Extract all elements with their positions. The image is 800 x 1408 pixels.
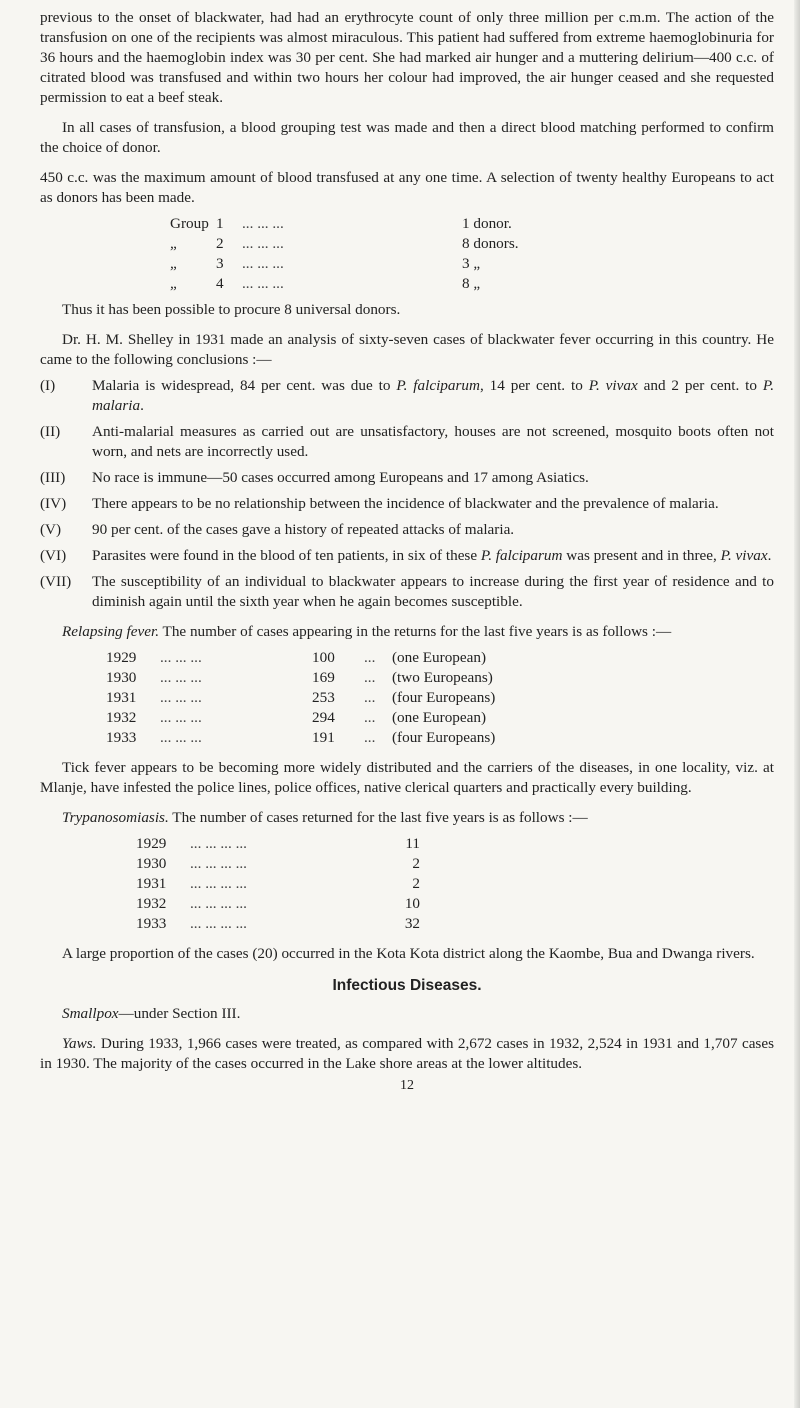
donor-group-row	[170, 254, 774, 274]
list-item	[40, 422, 774, 462]
group-number: 4	[216, 275, 224, 292]
section-heading: Infectious Diseases.	[332, 977, 482, 994]
paragraph-universal-donors: Thus it has been possible to procure 8 universal donors.	[62, 301, 401, 318]
list-item	[40, 520, 774, 540]
table-row: 1929 ... ... ... ... 11	[136, 835, 420, 852]
donor-group-table	[170, 214, 774, 294]
donor-group-row	[170, 274, 774, 294]
list-item	[40, 494, 774, 514]
leader-dots: ... ... ...	[242, 255, 284, 272]
donor-group-row	[170, 214, 774, 234]
item-label: (I)	[40, 377, 56, 394]
table-row: 1931 ... ... ... 253 ... (four Europeans)	[106, 689, 496, 706]
page-number: 12	[400, 1078, 414, 1093]
group-label: „	[170, 255, 177, 272]
donor-group-row	[170, 234, 774, 254]
group-label: „	[170, 235, 177, 252]
donor-unit: „	[473, 275, 481, 292]
list-item	[40, 546, 774, 566]
donor-count: 8	[462, 235, 470, 252]
table-row: 1933 ... ... ... 191 ... (four Europeans)	[106, 729, 496, 746]
donor-count: 1	[462, 215, 470, 232]
item-label: (III)	[40, 469, 66, 486]
item-text: Anti-malarial measures as carried out are unsatisfactory, houses are not screened, mosquito boots often not worn, and nets are incorrectly used.	[92, 423, 774, 460]
section-title: Yaws.	[62, 1035, 97, 1052]
donor-count: 3	[462, 255, 470, 272]
item-text: No race is immune—50 cases occurred among Europeans and 17 among Asiatics.	[92, 469, 589, 486]
paragraph-relapsing-fever: Relapsing fever. The number of cases appearing in the returns for the last five years is as follows :—	[62, 623, 672, 640]
leader-dots: ... ... ...	[242, 215, 284, 232]
group-number: 3	[216, 255, 224, 272]
relapsing-fever-table	[106, 648, 774, 748]
group-number: 1	[216, 215, 224, 232]
section-title: Smallpox	[62, 1005, 119, 1022]
paragraph-transfusion: previous to the onset of blackwater, had had an erythrocyte count of only three million per c.m.m. The action of the transfusion on one of the recipients was almost miraculous. This patient had suffered from extreme haemoglobinuria for 36 hours and the haemoglobin index was 30 per cent. She had marked air hunger and a muttering delirium—400 c.c. of citrated blood was transfused and within two hours her colour had improved, the air hunger ceased and she requested permission to eat a beef steak.	[40, 9, 774, 106]
item-text: There appears to be no relationship between the incidence of blackwater and the prevalence of malaria.	[92, 495, 719, 512]
section-title: Relapsing fever.	[62, 623, 160, 640]
list-item	[40, 376, 774, 416]
table-row: 1930 ... ... ... ... 2	[136, 855, 420, 872]
item-label: (II)	[40, 423, 61, 440]
paragraph-tick-fever: Tick fever appears to be becoming more widely distributed and the carriers of the diseases, in one locality, viz. at Mlanje, have infested the police lines, police offices, native clerical quarters and practically every building.	[40, 759, 774, 796]
paragraph-kota-kota: A large proportion of the cases (20) occurred in the Kota Kota district along the Kaombe, Bua and Dwanga rivers.	[62, 945, 755, 962]
paragraph-yaws: Yaws. During 1933, 1,966 cases were treated, as compared with 2,672 cases in 1932, 2,524 in 1931 and 1,707 cases in 1930. The majority of the cases occurred in the Lake shore areas at the lower altitudes.	[40, 1035, 774, 1072]
leader-dots: ... ... ...	[242, 235, 284, 252]
item-text: Malaria is widespread, 84 per cent. was due to P. falciparum, 14 per cent. to P. vivax and 2 per cent. to P. malaria.	[92, 377, 774, 414]
table-row: 1929 ... ... ... 100 ... (one European)	[106, 649, 487, 666]
group-label: Group	[170, 215, 209, 232]
item-text: Parasites were found in the blood of ten patients, in six of these P. falciparum was present and in three, P. vivax.	[92, 547, 772, 564]
item-label: (V)	[40, 521, 62, 538]
paragraph-donors: 450 c.c. was the maximum amount of blood transfused at any one time. A selection of twenty healthy Europeans to act as donors has been made.	[40, 169, 774, 206]
donor-count: 8	[462, 275, 470, 292]
page-content	[40, 8, 774, 1096]
page-edge	[794, 0, 800, 1408]
table-row: 1931 ... ... ... ... 2	[136, 875, 420, 892]
paragraph-grouping: In all cases of transfusion, a blood grouping test was made and then a direct blood matching performed to confirm the choice of donor.	[40, 119, 774, 156]
table-row: 1933 ... ... ... ... 32	[136, 915, 420, 932]
list-item	[40, 572, 774, 612]
item-label: (VII)	[40, 573, 72, 590]
table-row: 1932 ... ... ... ... 10	[136, 895, 420, 912]
table-row: 1930 ... ... ... 169 ... (two Europeans)	[106, 669, 493, 686]
conclusions-list	[40, 376, 774, 612]
section-title: Trypanosomiasis.	[62, 809, 169, 826]
paragraph-smallpox: Smallpox—under Section III.	[62, 1005, 241, 1022]
item-label: (VI)	[40, 547, 67, 564]
donor-unit: donor.	[473, 215, 512, 232]
paragraph-shelley: Dr. H. M. Shelley in 1931 made an analysis of sixty-seven cases of blackwater fever occurring in this country. He came to the following conclusions :—	[40, 331, 774, 368]
table-row: 1932 ... ... ... 294 ... (one European)	[106, 709, 487, 726]
group-label: „	[170, 275, 177, 292]
item-label: (IV)	[40, 495, 67, 512]
donor-unit: „	[473, 255, 481, 272]
item-text: The susceptibility of an individual to blackwater appears to increase during the first year of residence and to diminish again until the sixth year when he again becomes susceptible.	[92, 573, 774, 610]
leader-dots: ... ... ...	[242, 275, 284, 292]
item-text: 90 per cent. of the cases gave a history of repeated attacks of malaria.	[92, 521, 515, 538]
trypanosomiasis-table	[136, 834, 774, 934]
paragraph-trypanosomiasis: Trypanosomiasis. The number of cases returned for the last five years is as follows :—	[62, 809, 588, 826]
donor-unit: donors.	[473, 235, 519, 252]
list-item	[40, 468, 774, 488]
group-number: 2	[216, 235, 224, 252]
